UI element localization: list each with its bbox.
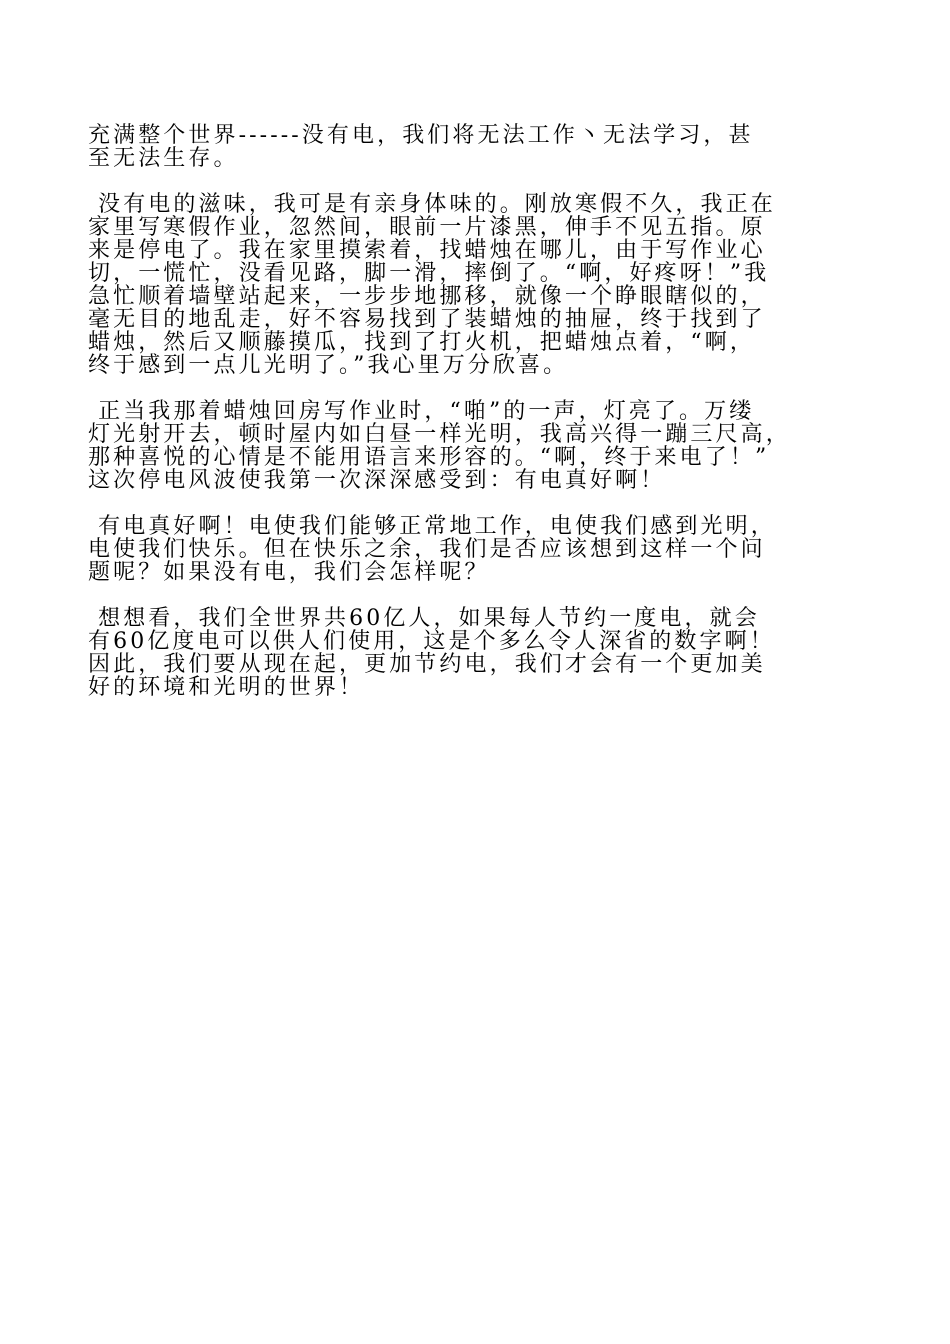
text-line: 有60亿度电可以供人们使用，这是个多么令人深省的数字啊！ [88, 629, 775, 654]
paragraph-5 [88, 607, 878, 699]
text-line: 那种喜悦的心情是不能用语言来形容的。“啊，终于来电了！” [88, 445, 770, 470]
text-line: 充满整个世界------没有电，我们将无法工作丶无法学习，甚 [88, 123, 754, 148]
text-line: 来是停电了。我在家里摸索着，找蜡烛在哪儿，由于写作业心 [88, 238, 766, 263]
text-line: 因此，我们要从现在起，更加节约电，我们才会有一个更加美 [88, 652, 766, 677]
text-line: 终于感到一点儿光明了。”我心里万分欣喜。 [88, 353, 569, 378]
text-line: 好的环境和光明的世界！ [88, 675, 365, 700]
essay-body [88, 124, 878, 722]
text-line: 至无法生存。 [88, 146, 239, 171]
text-line: 毫无目的地乱走，好不容易找到了装蜡烛的抽屉，终于找到了 [88, 307, 766, 332]
text-line: 家里写寒假作业，忽然间，眼前一片漆黑，伸手不见五指。原 [88, 215, 766, 240]
text-line: 没有电的滋味，我可是有亲身体味的。刚放寒假不久，我正在 [88, 192, 776, 217]
text-line: 切，一慌忙，没看见路，脚一滑，摔倒了。“啊，好疼呀！”我 [88, 261, 770, 286]
paragraph-1 [88, 124, 878, 170]
text-line: 蜡烛，然后又顺藤摸瓜，找到了打火机，把蜡烛点着，“啊， [88, 330, 755, 355]
text-line: 灯光射开去，顿时屋内如白昼一样光明，我高兴得一蹦三尺高， [88, 422, 791, 447]
text-line: 电使我们快乐。但在快乐之余，我们是否应该想到这样一个问 [88, 537, 766, 562]
text-line: 正当我那着蜡烛回房写作业时，“啪”的一声，灯亮了。万缕 [88, 399, 755, 424]
paragraph-3 [88, 400, 878, 492]
text-line: 这次停电风波使我第一次深深感受到：有电真好啊！ [88, 468, 666, 493]
text-line: 题呢？如果没有电，我们会怎样呢？ [88, 560, 490, 585]
paragraph-2 [88, 193, 878, 377]
text-line: 急忙顺着墙壁站起来，一步步地挪移，就像一个睁眼瞎似的， [88, 284, 766, 309]
text-line: 有电真好啊！电使我们能够正常地工作，电使我们感到光明， [88, 514, 776, 539]
paragraph-4 [88, 515, 878, 584]
text-line: 想想看，我们全世界共60亿人，如果每人节约一度电，就会 [88, 606, 760, 631]
